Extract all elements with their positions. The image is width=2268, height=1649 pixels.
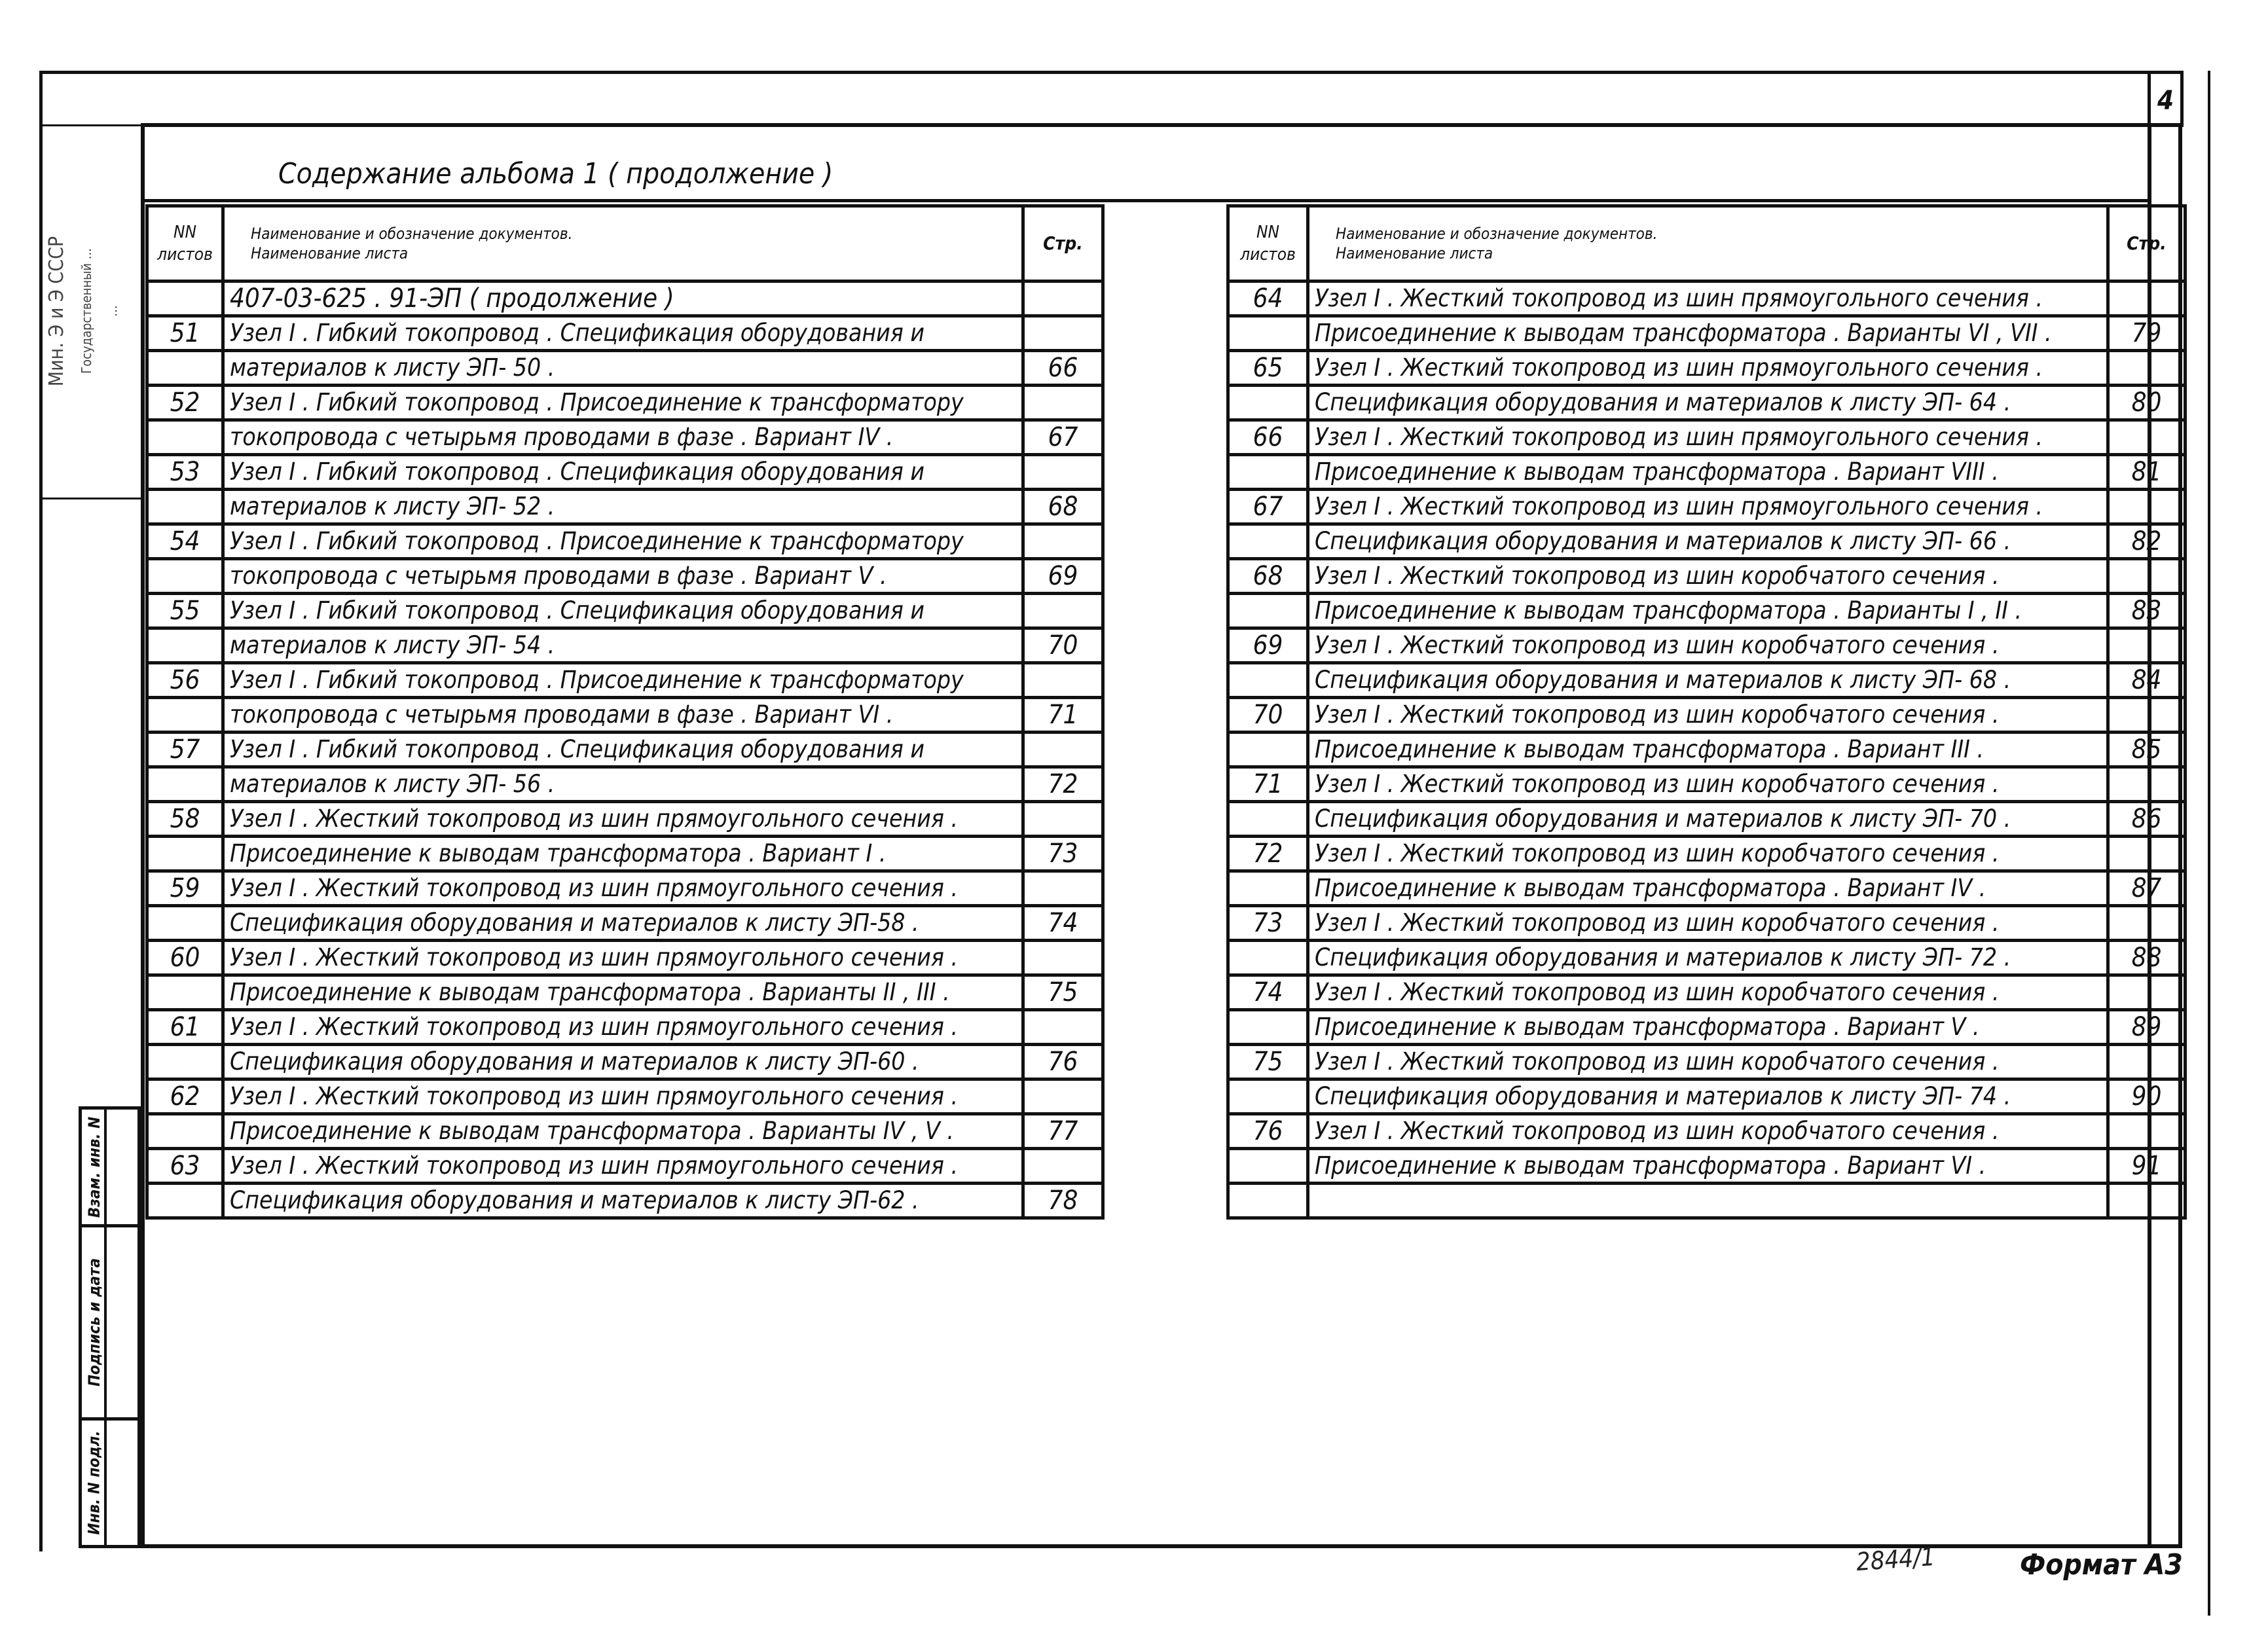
- header-sheet-number: [147, 206, 223, 281]
- sheet-number-cell: 75: [1228, 1045, 1308, 1079]
- table-row: [147, 837, 1103, 871]
- sheet-number-cell: 64: [1228, 281, 1308, 316]
- table-row: [147, 733, 1103, 767]
- header-name-line-2: Наименование листа: [1336, 244, 1493, 263]
- header-page: Стр.: [1023, 206, 1103, 281]
- sheet-number-cell: 54: [147, 524, 223, 559]
- page-cell: 81: [2108, 455, 2186, 490]
- document-name-cell: Присоединение к выводам трансформатора . Вариант VI .: [1308, 1149, 2108, 1184]
- page-cell: [2108, 1184, 2186, 1218]
- sheet-number-cell: [147, 1184, 223, 1218]
- page-cell: 70: [1023, 628, 1103, 663]
- page-cell: 91: [2108, 1149, 2186, 1184]
- sheet-number-cell: 63: [147, 1149, 223, 1184]
- document-name-cell: [1308, 1184, 2108, 1218]
- sheet-number-cell: 53: [147, 455, 223, 490]
- table-row: [1228, 490, 2186, 524]
- page-cell: 69: [1023, 559, 1103, 594]
- table-row: [1228, 628, 2186, 663]
- sheet-number-cell: [147, 837, 223, 871]
- table-row: [1228, 455, 2186, 490]
- contents-table-right-body: [1228, 206, 2186, 1218]
- page-cell: [2108, 975, 2186, 1010]
- table-row: [147, 594, 1103, 628]
- header-num-line-1: NN: [174, 223, 196, 242]
- document-name-cell: Присоединение к выводам трансформатора . Вариант I .: [223, 837, 1023, 871]
- page-cell: [1023, 663, 1103, 698]
- document-name-cell: Узел I . Жесткий токопровод из шин прямоугольного сечения .: [223, 802, 1023, 837]
- title-strip-divider: [141, 199, 2149, 202]
- page-cell: [1023, 594, 1103, 628]
- document-name-cell: Узел I . Жесткий токопровод из шин коробчатого сечения .: [1308, 837, 2108, 871]
- sheet-number-cell: 67: [1228, 490, 1308, 524]
- page-cell: [1023, 316, 1103, 351]
- sheet-number-cell: 71: [1228, 767, 1308, 802]
- table-header-row: [1228, 206, 2186, 281]
- header-name-line-1: Наименование и обозначение документов.: [1336, 225, 1658, 243]
- table-row: [147, 1184, 1103, 1218]
- table-row: [1228, 1045, 2186, 1079]
- page-cell: 83: [2108, 594, 2186, 628]
- page-title: Содержание альбома 1 ( продолжение ): [278, 157, 833, 190]
- page-cell: 89: [2108, 1010, 2186, 1045]
- table-row: [1228, 1079, 2186, 1114]
- table-row: [1228, 663, 2186, 698]
- document-name-cell: Узел I . Жесткий токопровод из шин прямоугольного сечения .: [1308, 490, 2108, 524]
- table-row: [147, 490, 1103, 524]
- sheet-number-cell: [147, 281, 223, 316]
- document-name-cell: Спецификация оборудования и материалов к листу ЭП- 64 .: [1308, 386, 2108, 420]
- page-cell: [1023, 802, 1103, 837]
- sheet-number-cell: [147, 559, 223, 594]
- stamp-label-2: Подпись и дата: [85, 1258, 104, 1387]
- document-name-cell: Спецификация оборудования и материалов к листу ЭП- 74 .: [1308, 1079, 2108, 1114]
- sheet-number-cell: [147, 906, 223, 941]
- header-num-line-1: NN: [1256, 223, 1279, 242]
- approval-stamp-column: [79, 1106, 141, 1548]
- sheet-number-cell: [1228, 455, 1308, 490]
- document-name-cell: токопровода с четырьмя проводами в фазе . Вариант VI .: [223, 698, 1023, 733]
- document-name-cell: материалов к листу ЭП- 52 .: [223, 490, 1023, 524]
- table-row: [1228, 1114, 2186, 1149]
- table-row: [1228, 906, 2186, 941]
- page-cell: [1023, 733, 1103, 767]
- page-cell: 88: [2108, 941, 2186, 975]
- page-cell: [1023, 281, 1103, 316]
- document-name-cell: Спецификация оборудования и материалов к листу ЭП- 66 .: [1308, 524, 2108, 559]
- page-cell: [2108, 1114, 2186, 1149]
- sheet-number-cell: [1228, 524, 1308, 559]
- header-name-line-2: Наименование листа: [251, 244, 409, 263]
- sheet-number-cell: [1228, 1010, 1308, 1045]
- document-name-cell: Присоединение к выводам трансформатора . Вариант VIII .: [1308, 455, 2108, 490]
- document-name-cell: Спецификация оборудования и материалов к листу ЭП- 70 .: [1308, 802, 2108, 837]
- header-document-name: [1308, 206, 2108, 281]
- table-row: [1228, 975, 2186, 1010]
- document-name-cell: Узел I . Гибкий токопровод . Спецификация оборудования и: [223, 733, 1023, 767]
- sheet-number-cell: 59: [147, 871, 223, 906]
- sheet-number-cell: 68: [1228, 559, 1308, 594]
- sheet-number-cell: [1228, 1149, 1308, 1184]
- page-cell: 79: [2108, 316, 2186, 351]
- sheet-number-cell: 58: [147, 802, 223, 837]
- table-row: [147, 871, 1103, 906]
- sheet-number-cell: [1228, 316, 1308, 351]
- page-cell: [1023, 941, 1103, 975]
- header-document-name: [223, 206, 1023, 281]
- sheet-number-cell: 52: [147, 386, 223, 420]
- document-name-cell: Присоединение к выводам трансформатора . Вариант IV .: [1308, 871, 2108, 906]
- header-num-line-2: листов: [157, 245, 213, 264]
- page-number-box: [2148, 71, 2184, 127]
- sheet-number-cell: 61: [147, 1010, 223, 1045]
- page-cell: 68: [1023, 490, 1103, 524]
- sheet-format-label: Формат А3: [2020, 1548, 2183, 1582]
- table-row: [147, 351, 1103, 386]
- contents-table-left: [145, 204, 1105, 1220]
- sheet-number-cell: 66: [1228, 420, 1308, 455]
- org-stamp-top-line: [39, 124, 141, 126]
- page-cell: [1023, 1010, 1103, 1045]
- document-name-cell: Спецификация оборудования и материалов к листу ЭП- 72 .: [1308, 941, 2108, 975]
- page-cell: [2108, 837, 2186, 871]
- document-name-cell: Узел I . Жесткий токопровод из шин прямоугольного сечения .: [1308, 281, 2108, 316]
- page-cell: [1023, 524, 1103, 559]
- header-num-line-2: листов: [1240, 245, 1296, 264]
- table-row: [1228, 524, 2186, 559]
- table-row: [147, 941, 1103, 975]
- document-name-cell: Узел I . Гибкий токопровод . Присоединение к трансформатору: [223, 386, 1023, 420]
- table-row: [147, 802, 1103, 837]
- page-cell: 90: [2108, 1079, 2186, 1114]
- page-cell: 82: [2108, 524, 2186, 559]
- sheet-number-cell: [1228, 733, 1308, 767]
- stamp-label-1: Взам. инв. N: [85, 1116, 103, 1218]
- table-row: [147, 767, 1103, 802]
- page-cell: [2108, 628, 2186, 663]
- sheet-number-cell: 72: [1228, 837, 1308, 871]
- table-row: [147, 1010, 1103, 1045]
- sheet-number-cell: [147, 1114, 223, 1149]
- page-cell: 80: [2108, 386, 2186, 420]
- stamp-original-inventory: [82, 1421, 107, 1545]
- document-name-cell: Узел I . Жесткий токопровод из шин прямоугольного сечения .: [223, 1079, 1023, 1114]
- page-cell: [2108, 351, 2186, 386]
- sheet-number-cell: [1228, 941, 1308, 975]
- empty-row: [1228, 1184, 2186, 1218]
- document-name-cell: Узел I . Гибкий токопровод . Спецификация оборудования и: [223, 316, 1023, 351]
- page-cell: 74: [1023, 906, 1103, 941]
- page-cell: 85: [2108, 733, 2186, 767]
- page-cell: [2108, 767, 2186, 802]
- document-name-cell: Присоединение к выводам трансформатора . Вариант V .: [1308, 1010, 2108, 1045]
- page-cell: 87: [2108, 871, 2186, 906]
- sheet-number-cell: [147, 1045, 223, 1079]
- org-stamp-line-1: Мин. Э и Э СССР: [45, 236, 69, 386]
- table-row: [147, 1079, 1103, 1114]
- table-row: [1228, 871, 2186, 906]
- table-row: [1228, 316, 2186, 351]
- sheet-number-cell: 74: [1228, 975, 1308, 1010]
- page-cell: [2108, 698, 2186, 733]
- table-row: [147, 316, 1103, 351]
- document-name-cell: Присоединение к выводам трансформатора . Вариант III .: [1308, 733, 2108, 767]
- header-page: Стр.: [2108, 206, 2186, 281]
- table-row: [1228, 767, 2186, 802]
- sheet-number-cell: 55: [147, 594, 223, 628]
- document-name-cell: Спецификация оборудования и материалов к листу ЭП-62 .: [223, 1184, 1023, 1218]
- document-name-cell: 407-03-625 . 91-ЭП ( продолжение ): [223, 281, 1023, 316]
- org-stamp-line-3: ...: [104, 305, 120, 317]
- table-header-row: [147, 206, 1103, 281]
- page-cell: 84: [2108, 663, 2186, 698]
- page-cell: 75: [1023, 975, 1103, 1010]
- document-name-cell: Узел I . Жесткий токопровод из шин коробчатого сечения .: [1308, 906, 2108, 941]
- sheet-number-cell: [147, 628, 223, 663]
- sheet-number-cell: [147, 351, 223, 386]
- page-cell: 77: [1023, 1114, 1103, 1149]
- table-row: [1228, 1149, 2186, 1184]
- table-row: [1228, 802, 2186, 837]
- page-cell: 71: [1023, 698, 1103, 733]
- sheet-number-cell: 76: [1228, 1114, 1308, 1149]
- sheet-number-cell: [1228, 386, 1308, 420]
- sheet-number-cell: [147, 698, 223, 733]
- table-row: [1228, 594, 2186, 628]
- table-row: [1228, 281, 2186, 316]
- document-name-cell: Спецификация оборудования и материалов к листу ЭП-58 .: [223, 906, 1023, 941]
- document-name-cell: Узел I . Жесткий токопровод из шин коробчатого сечения .: [1308, 767, 2108, 802]
- table-row: [1228, 733, 2186, 767]
- inventory-number: 2844/1: [1855, 1542, 1936, 1577]
- table-row: [1228, 837, 2186, 871]
- page-cell: 73: [1023, 837, 1103, 871]
- sheet-number-cell: [147, 490, 223, 524]
- header-sheet-number: [1228, 206, 1308, 281]
- page-cell: [2108, 490, 2186, 524]
- stamp-replacement-inventory: [82, 1110, 107, 1224]
- stamp-signature-date: [82, 1227, 107, 1417]
- document-name-cell: материалов к листу ЭП- 50 .: [223, 351, 1023, 386]
- document-name-cell: Присоединение к выводам трансформатора . Варианты I , II .: [1308, 594, 2108, 628]
- page-cell: 78: [1023, 1184, 1103, 1218]
- page-cell: [1023, 386, 1103, 420]
- document-name-cell: Присоединение к выводам трансформатора . Варианты IV , V .: [223, 1114, 1023, 1149]
- document-name-cell: Узел I . Жесткий токопровод из шин прямоугольного сечения .: [223, 871, 1023, 906]
- section-heading-row: [147, 281, 1103, 316]
- sheet-number-cell: [147, 767, 223, 802]
- table-row: [147, 524, 1103, 559]
- table-row: [147, 1045, 1103, 1079]
- document-name-cell: Узел I . Жесткий токопровод из шин прямоугольного сечения .: [223, 1010, 1023, 1045]
- document-name-cell: Присоединение к выводам трансформатора . Варианты II , III .: [223, 975, 1023, 1010]
- sheet-number-cell: 73: [1228, 906, 1308, 941]
- org-stamp-bottom-line: [39, 498, 141, 499]
- document-name-cell: Узел I . Жесткий токопровод из шин коробчатого сечения .: [1308, 628, 2108, 663]
- document-name-cell: Узел I . Жесткий токопровод из шин коробчатого сечения .: [1308, 975, 2108, 1010]
- page-cell: [2108, 906, 2186, 941]
- table-row: [147, 628, 1103, 663]
- document-name-cell: Узел I . Жесткий токопровод из шин коробчатого сечения .: [1308, 698, 2108, 733]
- table-row: [147, 559, 1103, 594]
- sheet-right-edge-line: [2208, 71, 2210, 1616]
- document-name-cell: Узел I . Гибкий токопровод . Присоединение к трансформатору: [223, 663, 1023, 698]
- document-name-cell: токопровода с четырьмя проводами в фазе . Вариант V .: [223, 559, 1023, 594]
- page-cell: [2108, 1045, 2186, 1079]
- sheet-number-cell: [147, 975, 223, 1010]
- sheet-number-cell: [1228, 1184, 1308, 1218]
- sheet-number-cell: [1228, 663, 1308, 698]
- page-cell: 66: [1023, 351, 1103, 386]
- page-cell: [1023, 455, 1103, 490]
- table-row: [147, 455, 1103, 490]
- org-stamp-line-2: Государственный ...: [79, 248, 94, 374]
- table-row: [1228, 698, 2186, 733]
- document-name-cell: Спецификация оборудования и материалов к листу ЭП-60 .: [223, 1045, 1023, 1079]
- document-name-cell: Спецификация оборудования и материалов к листу ЭП- 68 .: [1308, 663, 2108, 698]
- table-row: [147, 663, 1103, 698]
- sheet-number-cell: 65: [1228, 351, 1308, 386]
- sheet-number-cell: 62: [147, 1079, 223, 1114]
- document-name-cell: Узел I . Жесткий токопровод из шин коробчатого сечения .: [1308, 559, 2108, 594]
- header-name-line-1: Наименование и обозначение документов.: [251, 225, 573, 243]
- page-cell: [1023, 871, 1103, 906]
- page-cell: [2108, 559, 2186, 594]
- page-cell: 76: [1023, 1045, 1103, 1079]
- sheet-number-cell: [1228, 802, 1308, 837]
- organization-stamp: [41, 124, 139, 498]
- table-row: [1228, 386, 2186, 420]
- sheet-number-cell: [147, 420, 223, 455]
- page-cell: 67: [1023, 420, 1103, 455]
- contents-table-left-body: [147, 206, 1103, 1218]
- sheet-number-cell: [1228, 594, 1308, 628]
- page-cell: 86: [2108, 802, 2186, 837]
- table-row: [1228, 351, 2186, 386]
- table-row: [147, 1149, 1103, 1184]
- document-name-cell: Узел I . Гибкий токопровод . Присоединение к трансформатору: [223, 524, 1023, 559]
- document-name-cell: Узел I . Жесткий токопровод из шин прямоугольного сечения .: [1308, 420, 2108, 455]
- page-cell: [2108, 420, 2186, 455]
- table-row: [147, 420, 1103, 455]
- document-name-cell: Узел I . Жесткий токопровод из шин прямоугольного сечения .: [223, 1149, 1023, 1184]
- page-cell: [1023, 1149, 1103, 1184]
- table-row: [1228, 559, 2186, 594]
- page-cell: [2108, 281, 2186, 316]
- table-row: [1228, 1010, 2186, 1045]
- page-number: 4: [2157, 85, 2174, 116]
- document-name-cell: Присоединение к выводам трансформатора . Варианты VI , VII .: [1308, 316, 2108, 351]
- table-row: [1228, 941, 2186, 975]
- document-name-cell: Узел I . Жесткий токопровод из шин прямоугольного сечения .: [1308, 351, 2108, 386]
- contents-table-right: [1226, 204, 2187, 1220]
- document-name-cell: Узел I . Жесткий токопровод из шин коробчатого сечения .: [1308, 1114, 2108, 1149]
- sheet-number-cell: 56: [147, 663, 223, 698]
- stamp-label-3: Инв. N подл.: [85, 1430, 104, 1535]
- table-row: [147, 906, 1103, 941]
- document-name-cell: Узел I . Гибкий токопровод . Спецификация оборудования и: [223, 594, 1023, 628]
- document-name-cell: Узел I . Жесткий токопровод из шин прямоугольного сечения .: [223, 941, 1023, 975]
- sheet-number-cell: 70: [1228, 698, 1308, 733]
- table-row: [147, 1114, 1103, 1149]
- sheet-number-cell: [1228, 1079, 1308, 1114]
- sheet-number-cell: 69: [1228, 628, 1308, 663]
- document-name-cell: материалов к листу ЭП- 56 .: [223, 767, 1023, 802]
- table-row: [1228, 420, 2186, 455]
- table-row: [147, 975, 1103, 1010]
- sheet-number-cell: [1228, 871, 1308, 906]
- sheet-number-cell: 51: [147, 316, 223, 351]
- sheet-number-cell: 57: [147, 733, 223, 767]
- document-name-cell: Узел I . Жесткий токопровод из шин коробчатого сечения .: [1308, 1045, 2108, 1079]
- page-cell: [1023, 1079, 1103, 1114]
- page-cell: 72: [1023, 767, 1103, 802]
- table-row: [147, 698, 1103, 733]
- table-row: [147, 386, 1103, 420]
- sheet-number-cell: 60: [147, 941, 223, 975]
- document-name-cell: материалов к листу ЭП- 54 .: [223, 628, 1023, 663]
- document-name-cell: токопровода с четырьмя проводами в фазе . Вариант IV .: [223, 420, 1023, 455]
- document-name-cell: Узел I . Гибкий токопровод . Спецификация оборудования и: [223, 455, 1023, 490]
